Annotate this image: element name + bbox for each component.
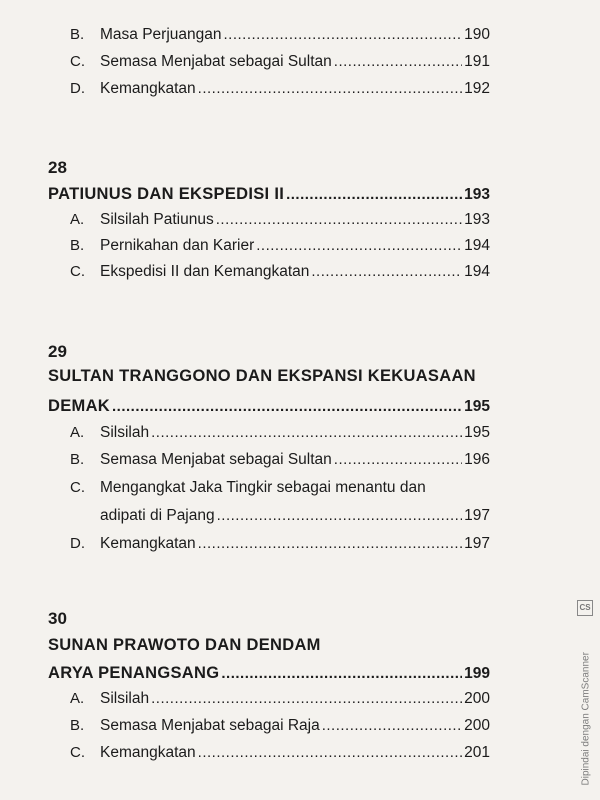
entry-letter: B. — [70, 451, 85, 468]
entry-letter: B. — [70, 717, 85, 734]
entry-page: 200 — [464, 717, 490, 734]
chapter-heading-line1 — [48, 636, 490, 655]
toc-entry — [70, 26, 490, 44]
entry-page: 201 — [464, 744, 490, 761]
entry-page: 194 — [464, 263, 490, 280]
entry-letter: B. — [70, 26, 85, 43]
entry-page: 197 — [464, 535, 490, 552]
watermark-text: Dipindai dengan CamScanner — [580, 652, 592, 786]
dot-leader — [198, 744, 462, 761]
chapter-heading — [48, 664, 490, 683]
dot-leader — [151, 424, 462, 441]
toc-entry-line1 — [70, 479, 490, 497]
entry-page: 192 — [464, 80, 490, 97]
toc-entry — [70, 717, 490, 735]
toc-entry — [70, 535, 490, 553]
entry-page: 194 — [464, 237, 490, 254]
dot-leader — [198, 80, 462, 97]
entry-letter: D. — [70, 80, 85, 97]
entry-label: Semasa Menjabat sebagai Sultan — [100, 53, 332, 70]
chapter-heading — [48, 185, 490, 204]
entry-letter: A. — [70, 211, 85, 228]
toc-entry — [70, 263, 490, 281]
entry-label: Ekspedisi II dan Kemangkatan — [100, 263, 310, 280]
entry-label: Kemangkatan — [100, 80, 196, 97]
entry-label: Kemangkatan — [100, 535, 196, 552]
entry-letter: A. — [70, 690, 85, 707]
dot-leader — [334, 451, 462, 468]
chapter-heading-line1 — [48, 367, 490, 386]
chapter-page: 199 — [464, 665, 490, 682]
toc-entry — [70, 53, 490, 71]
dot-leader — [151, 690, 462, 707]
dot-leader — [217, 507, 463, 524]
entry-letter: C. — [70, 263, 85, 280]
entry-label: Silsilah Patiunus — [100, 211, 214, 228]
entry-letter: C. — [70, 744, 85, 761]
entry-label-line2: adipati di Pajang — [100, 507, 215, 524]
toc-entry — [100, 507, 490, 525]
toc-entry — [70, 237, 490, 255]
dot-leader — [256, 237, 462, 254]
entry-page: 193 — [464, 211, 490, 228]
entry-letter: C. — [70, 53, 85, 70]
entry-label-line1: Mengangkat Jaka Tingkir sebagai menantu dan — [100, 479, 426, 496]
entry-label: Semasa Menjabat sebagai Sultan — [100, 451, 332, 468]
entry-label: Pernikahan dan Karier — [100, 237, 255, 254]
entry-label: Silsilah — [100, 424, 150, 441]
camscanner-logo-icon: CS — [577, 600, 593, 616]
dot-leader — [112, 398, 462, 415]
entry-label: Kemangkatan — [100, 744, 196, 761]
entry-label: Silsilah — [100, 690, 150, 707]
toc-entry — [70, 80, 490, 98]
entry-page: 200 — [464, 690, 490, 707]
entry-page: 195 — [464, 424, 490, 441]
chapter-title-line2: DEMAK — [48, 397, 110, 415]
dot-leader — [334, 53, 462, 70]
toc-entry — [70, 744, 490, 762]
entry-page: 190 — [464, 26, 490, 43]
toc-entry — [70, 424, 490, 442]
chapter-title-line1: SULTAN TRANGGONO DAN EKSPANSI KEKUASAAN — [48, 367, 476, 385]
chapter-number: 29 — [48, 342, 67, 361]
scanner-watermark — [576, 600, 592, 790]
chapter-number: 30 — [48, 609, 67, 628]
entry-page: 197 — [464, 507, 490, 524]
dot-leader — [224, 26, 463, 43]
chapter-title-line2: ARYA PENANGSANG — [48, 664, 220, 682]
chapter-title: PATIUNUS DAN EKSPEDISI II — [48, 185, 285, 203]
entry-label: Semasa Menjabat sebagai Raja — [100, 717, 320, 734]
chapter-number: 28 — [48, 158, 67, 177]
chapter-page: 193 — [464, 186, 490, 203]
entry-page: 196 — [464, 451, 490, 468]
toc-entry — [70, 451, 490, 469]
chapter-heading — [48, 397, 490, 416]
entry-letter: D. — [70, 535, 85, 552]
entry-page: 191 — [464, 53, 490, 70]
chapter-title-line1: SUNAN PRAWOTO DAN DENDAM — [48, 636, 321, 654]
dot-leader — [198, 535, 462, 552]
dot-leader — [286, 186, 462, 203]
dot-leader — [221, 665, 462, 682]
dot-leader — [216, 211, 462, 228]
entry-letter: C. — [70, 479, 85, 496]
dot-leader — [311, 263, 462, 280]
entry-letter: B. — [70, 237, 85, 254]
toc-entry — [70, 690, 490, 708]
dot-leader — [322, 717, 462, 734]
chapter-page: 195 — [464, 398, 490, 415]
entry-letter: A. — [70, 424, 85, 441]
toc-entry — [70, 211, 490, 229]
entry-label: Masa Perjuangan — [100, 26, 222, 43]
